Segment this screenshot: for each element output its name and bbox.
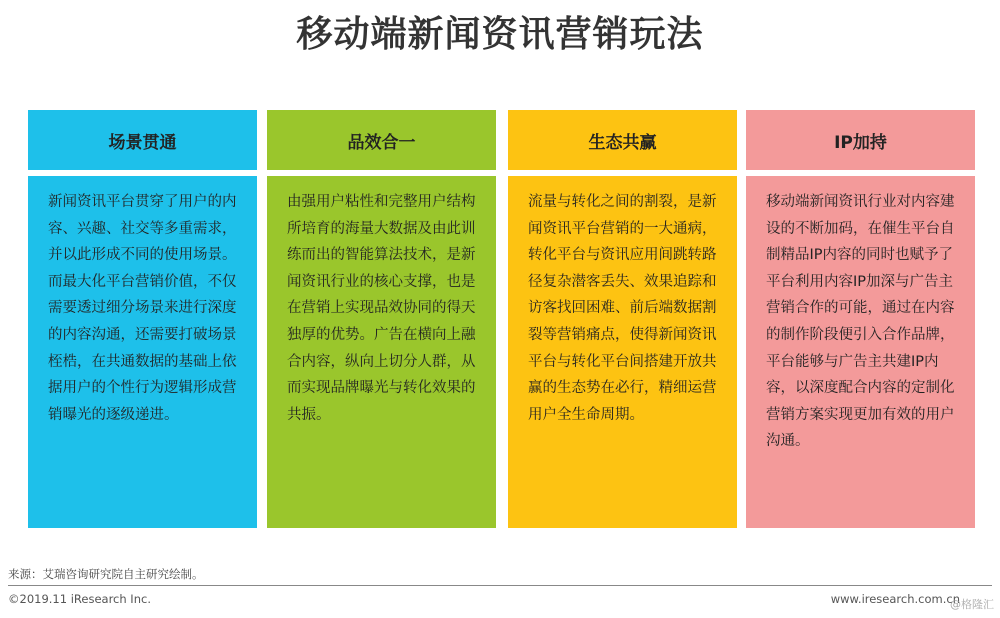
card-body-text: 由强用户粘性和完整用户结构所培育的海量大数据及由此训练而出的智能算法技术，是新闻资讯行业的核心支撑，也是在营销上实现品效协同的得天独厚的优势。广告在横向上融合内容，纵向上切分人群，从而实现品牌曝光与转化效果的共振。 bbox=[267, 176, 496, 528]
card-heading: 场景贯通 bbox=[28, 110, 257, 170]
card-scene-connection bbox=[28, 110, 257, 528]
card-heading: IP加持 bbox=[746, 110, 975, 170]
card-body-text: 新闻资讯平台贯穿了用户的内容、兴趣、社交等多重需求，并以此形成不同的使用场景。而最大化平台营销价值，不仅需要透过细分场景来进行深度的内容沟通，还需要打破场景桎梏，在共通数据的基础上依据用户的个性行为逻辑形成营销曝光的逐级递进。 bbox=[28, 176, 257, 528]
card-ecosystem-win-win bbox=[508, 110, 737, 528]
copyright-text: ©2019.11 iResearch Inc. bbox=[8, 592, 151, 606]
card-ip-boost bbox=[746, 110, 975, 528]
card-brand-effect-unity bbox=[267, 110, 496, 528]
card-heading: 品效合一 bbox=[267, 110, 496, 170]
card-body-text: 流量与转化之间的割裂，是新闻资讯平台营销的一大通病，转化平台与资讯应用间跳转路径复杂潜客丢失、效果追踪和访客找回困难、前后端数据割裂等营销痛点，使得新闻资讯平台与转化平台间搭建开放共赢的生态势在必行，精细运营用户全生命周期。 bbox=[508, 176, 737, 528]
footer-divider bbox=[8, 585, 992, 586]
watermark-text: @格隆汇 bbox=[950, 598, 994, 611]
card-body-text: 移动端新闻资讯行业对内容建设的不断加码，在催生平台自制精品IP内容的同时也赋予了平台利用内容IP加深与广告主营销合作的可能，通过在内容的制作阶段便引入合作品牌，平台能够与广告主共建IP内容，以深度配合内容的定制化营销方案实现更加有效的用户沟通。 bbox=[746, 176, 975, 528]
page-title: 移动端新闻资讯营销玩法 bbox=[296, 14, 704, 55]
website-link[interactable]: www.iresearch.com.cn bbox=[830, 592, 960, 606]
source-note: 来源：艾瑞咨询研究院自主研究绘制。 bbox=[8, 567, 204, 581]
card-heading: 生态共赢 bbox=[508, 110, 737, 170]
